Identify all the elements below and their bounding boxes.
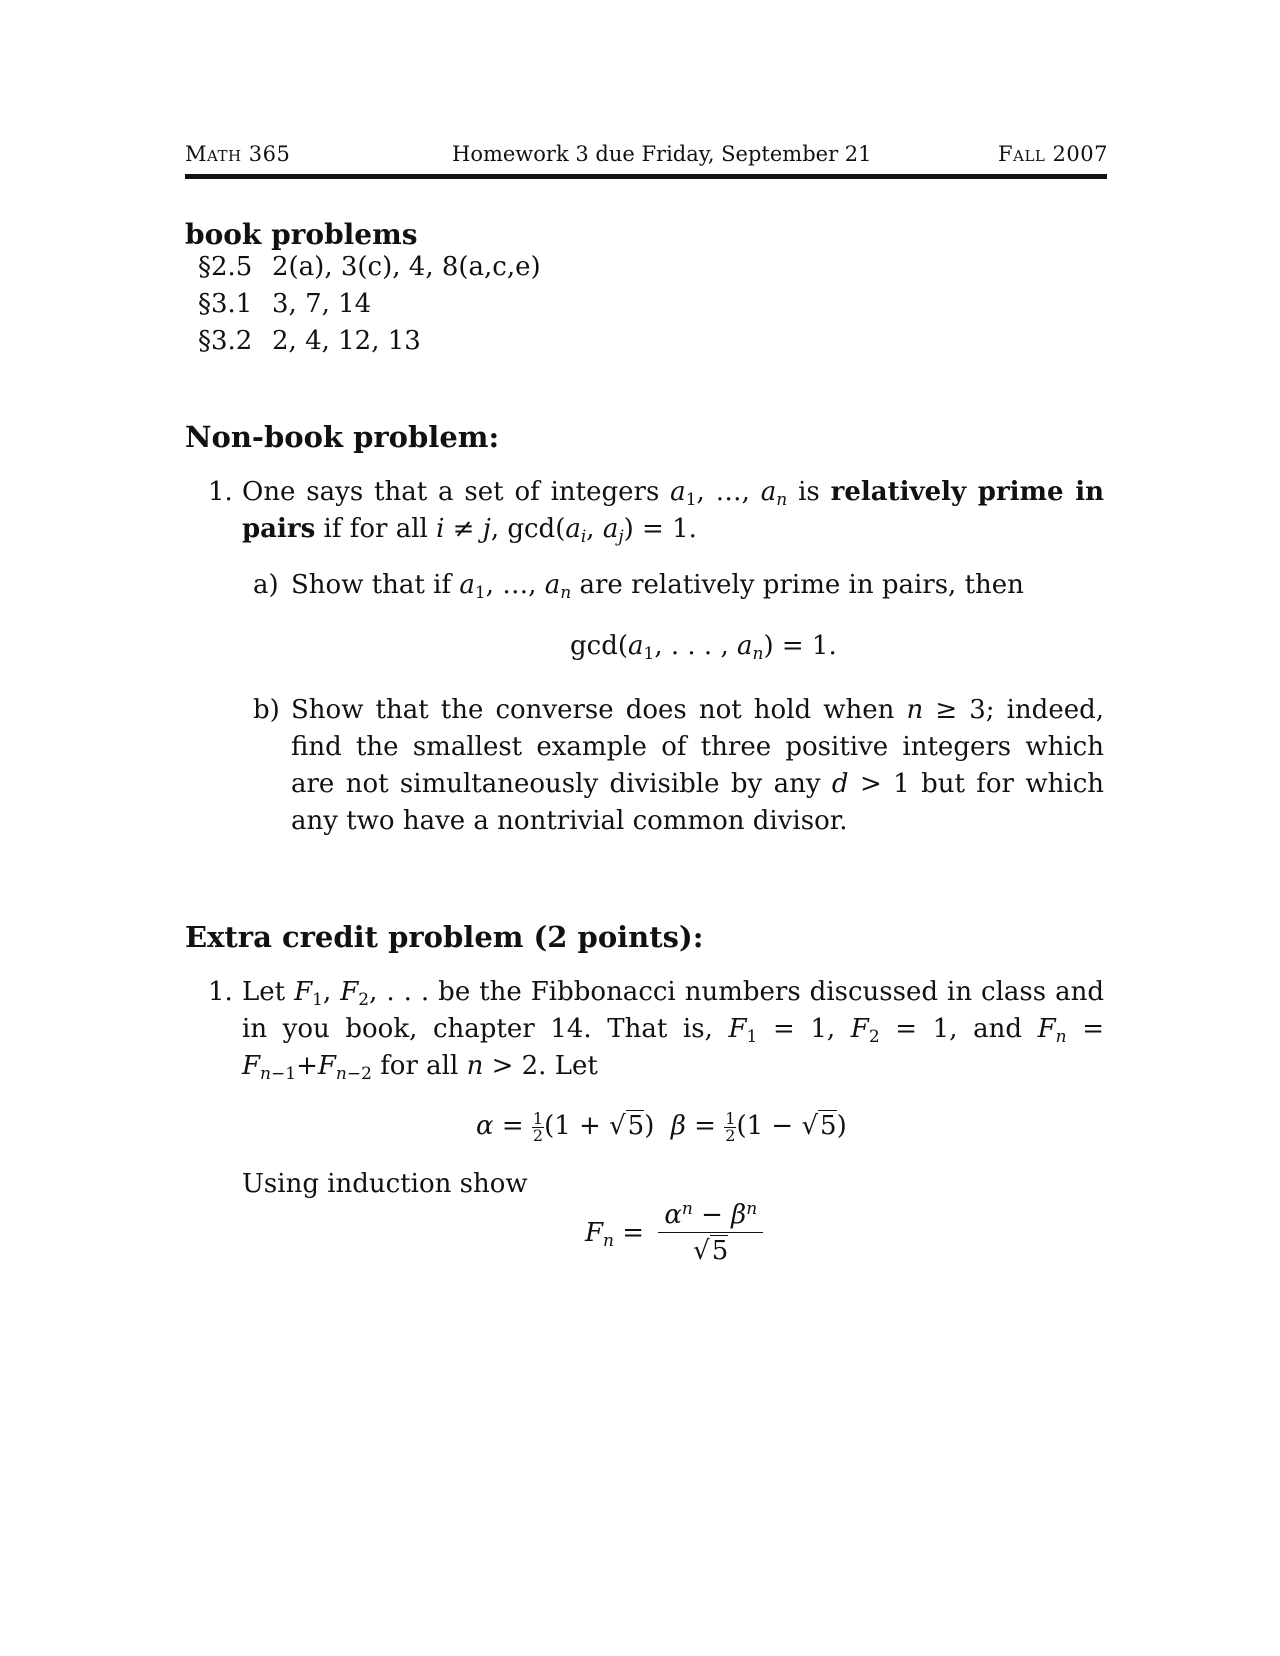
extra-credit-heading: Extra credit problem (2 points): [185,920,704,954]
alpha-beta-definitions: α = $\frac{1}{2}$ (1 + √5) β = $\frac{1}{2}$ (1 − √5) [476,1108,847,1145]
nonbook-heading: Non-book problem: [185,420,500,454]
book-row-section: §3.1 [198,289,253,319]
part-b-text: Show that the converse does not hold when n ≥ 3; indeed, find the smallest example of three positive integers which are not simultaneously divisible by any d > 1 but for which any two have a nontrivial common divisor. [291,695,1104,836]
book-row-section: §2.5 [198,252,253,282]
nonbook-intro: One says that a set of integers $a_1$, …, $a_n$ is relatively prime in pairs if for all i ≠ j, $\gcd(a_i$, $a_j) = 1$. [242,477,1105,547]
book-row [198,252,541,282]
book-problems-heading: book problems [185,218,418,251]
extra-number: 1. [208,977,233,1007]
nonbook-number: 1. [208,477,233,507]
fibonacci-formula: $F_n$ = $\frac{\alpha^n - \beta^n}{√5}$ [585,1198,763,1269]
part-a-text: Show that if $a_1$, …, $a_n$ are relatively prime in pairs, then [291,570,1024,603]
part-a-label: a) [253,570,279,600]
header-rule [185,174,1107,179]
book-row [198,289,371,319]
extra-statement: Let $F_1$, $F_2$, . . . be the Fibbonacci numbers discussed in class and in you book, chapter 14. That is, $F_1 = 1$, $F_2 = 1$, and $F_n = F_{n-1}+F_{n-2}$ for all n > 2. Let [242,977,1105,1084]
term-label: Fall 2007 [998,142,1108,166]
book-row-problems: 3, 7, 14 [272,289,372,319]
book-row-problems: 2(a), 3(c), 4, 8(a,c,e) [272,252,541,282]
book-row [198,326,421,356]
homework-title: Homework 3 due Friday, September 21 [452,142,872,166]
part-b-label: b) [253,695,280,725]
course-label: Math 365 [185,142,291,166]
book-row-section: §3.2 [198,326,253,356]
using-induction: Using induction show [242,1169,528,1199]
gcd-equation: $\gcd(a_1$, . . . , $a_n) = 1$. [570,631,837,664]
book-row-problems: 2, 4, 12, 13 [272,326,421,356]
